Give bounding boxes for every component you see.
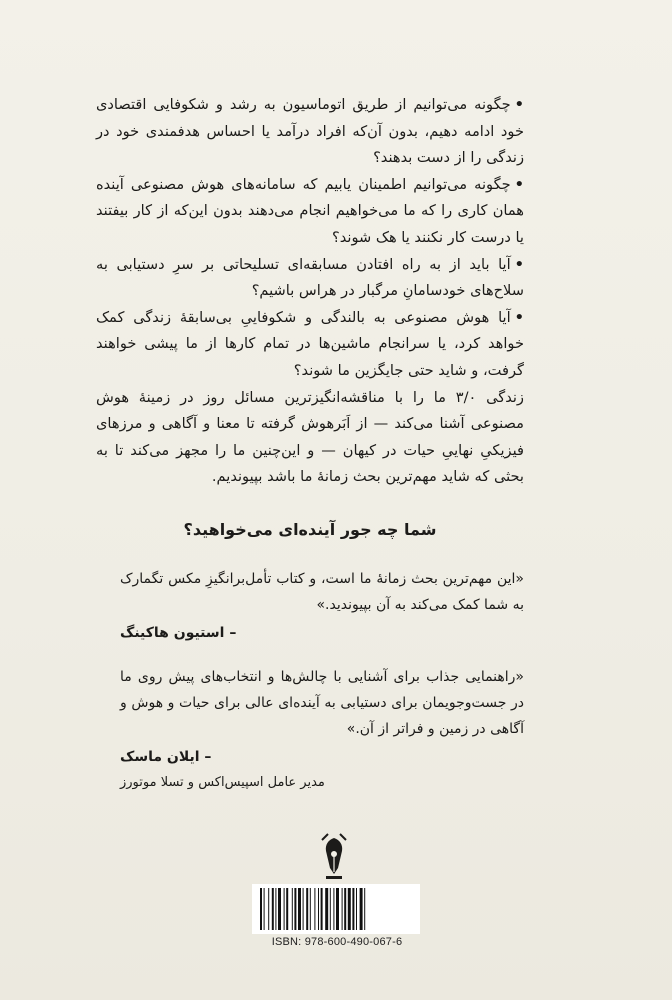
barcode-bar	[275, 888, 276, 930]
bullet-item: •آیا هوش مصنوعی به بالندگی و شکوفاییِ بی‌سابقهٔ زندگی کمک خواهد کرد، یا سرانجام ماشین‌ها در تمام کارها از ما پیشی خواهند گرفت، و شاید حتی جایگزین ما شوند؟	[96, 308, 524, 379]
quote-text: «این مهم‌ترین بحث زمانهٔ ما است، و کتاب تأمل‌برانگیزِ مکس تگمارک به شما کمک می‌کند به آن بپیوندید.»	[120, 571, 524, 613]
barcode-bar	[310, 888, 311, 930]
description-block	[96, 92, 524, 491]
barcode-bar	[321, 888, 323, 930]
barcode-bar	[278, 888, 281, 930]
quote-author: – استیون هاکینگ	[120, 625, 237, 641]
barcode-bar	[360, 888, 363, 930]
barcode-bar	[284, 888, 285, 930]
barcode-bar	[352, 888, 354, 930]
bullet-dot: •	[514, 96, 524, 113]
barcode-bar	[264, 888, 265, 930]
barcode-bar	[298, 888, 301, 930]
pen-nib-logo	[312, 832, 356, 884]
barcode-bar	[314, 888, 315, 930]
barcode-bar	[348, 888, 351, 930]
barcode-bar	[336, 888, 339, 930]
isbn-text: ISBN: 978-600-490-067-6	[271, 936, 403, 948]
barcode-bar	[330, 888, 331, 930]
quote-hawking	[120, 566, 524, 646]
section-title: شما چه جور آینده‌ای می‌خواهید؟	[183, 520, 437, 539]
bullet-dot: •	[514, 255, 524, 273]
bullet-item: •چگونه می‌توانیم از طریق اتوماسیون به رشد و شکوفایی اقتصادی خود ادامه دهیم، بدون آن‌که افراد درآمد یا احساس هدفمندی خود در زندگی را از دست بدهند؟	[96, 96, 524, 167]
summary-paragraph: زندگی ۳/۰ ما را با مناقشه‌انگیزترین مسائل روز در زمینهٔ هوش مصنوعی آشنا می‌کند — از اَبَرهوش گرفته تا معنا و آگاهی و مرزهای فیزیکیِ نهاییِ حیات در کیهان — و این‌چنین ما را مجهز می‌کند تا به بحثی که شاید مهم‌ترین بحث زمانهٔ ما باشد بپیوندیم.	[96, 388, 524, 486]
barcode-bar	[294, 888, 296, 930]
barcode-bar	[364, 888, 365, 930]
barcode-bar	[344, 888, 346, 930]
bullet-dot: •	[514, 308, 524, 326]
barcode-bar	[272, 888, 274, 930]
barcode-bar	[318, 888, 319, 930]
barcode-bar	[303, 888, 304, 930]
barcode-bar	[286, 888, 288, 930]
barcode-bar	[268, 888, 269, 930]
bullet-item: •چگونه می‌توانیم اطمینان یابیم که سامانه‌های هوش مصنوعی آینده همان کاری را که ما می‌خواهیم انجام می‌دهند بدون این‌که از کار بیفتند یا درست کار نکنند یا هک شوند؟	[96, 175, 524, 246]
barcode-bar	[325, 888, 328, 930]
quote-text: «راهنمایی جذاب برای آشنایی با چالش‌ها و انتخاب‌های پیش روی ما در جست‌وجویمان برای دستیابی به آینده‌ای عالی برای حیات و هوش و آگاهی در زمین و فراتر از آن.»	[120, 669, 524, 737]
quote-musk	[120, 664, 524, 796]
barcode-bar	[333, 888, 334, 930]
quote-author-role: مدیر عامل اسپیس‌اکس و تسلا موتورز	[120, 775, 325, 790]
barcode-bar	[306, 888, 308, 930]
barcode	[252, 884, 420, 934]
barcode-bar	[292, 888, 293, 930]
barcode-bar	[356, 888, 357, 930]
barcode-bar	[260, 888, 262, 930]
quote-author: – ایلان ماسک	[120, 749, 212, 765]
bullet-item: •آیا باید از به راه افتادن مسابقه‌ای تسلیحاتی بر سرِ دستیابی به سلاح‌های خودسامانِ مرگبار در هراس باشیم؟	[96, 255, 524, 300]
barcode-bar	[342, 888, 343, 930]
bullet-dot: •	[514, 175, 524, 193]
